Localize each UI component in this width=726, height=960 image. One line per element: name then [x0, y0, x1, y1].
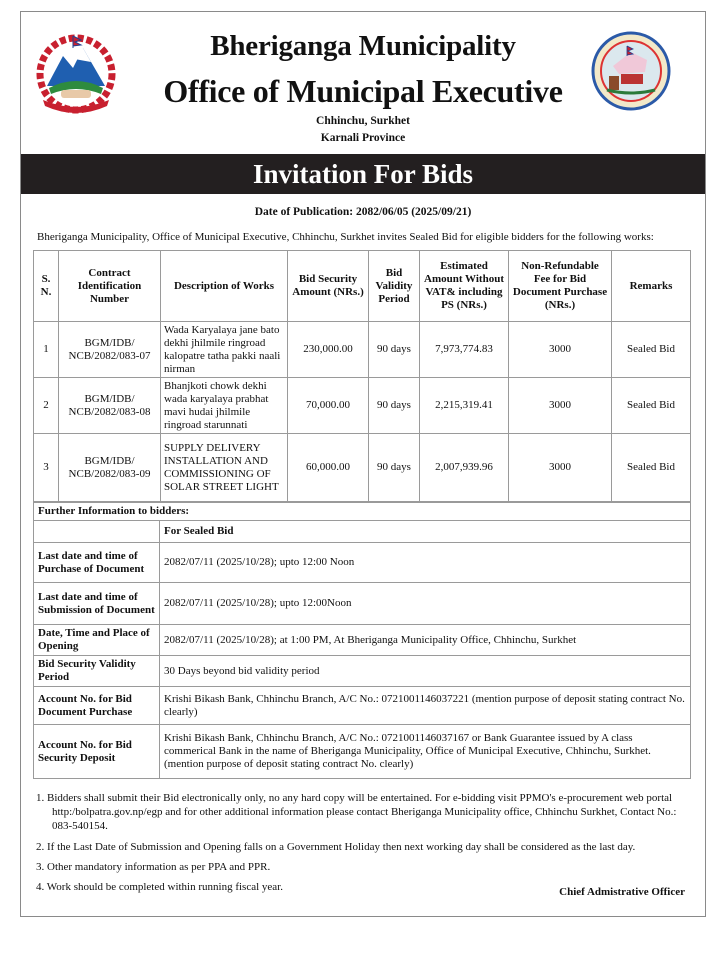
info-row-security-validity	[34, 656, 691, 687]
info-value: Krishi Bikash Bank, Chhinchu Branch, A/C No.: 0721001146037221 (mention purpose of deposit stating contract No. clearly)	[160, 687, 691, 725]
info-label: Last date and time of Submission of Document	[34, 583, 160, 625]
info-value: 30 Days beyond bid validity period	[160, 656, 691, 687]
bids-table-header-row	[34, 251, 691, 322]
address-line-1: Chhinchu, Surkhet	[316, 115, 410, 127]
info-label: Date, Time and Place of Opening	[34, 625, 160, 656]
header-description: Description of Works	[161, 251, 288, 322]
cell-description: SUPPLY DELIVERY INSTALLATION AND COMMISSIONING OF SOLAR STREET LIGHT	[161, 434, 288, 502]
header-contract-id: Contract Identification Number	[59, 251, 161, 322]
cell-sn: 2	[34, 378, 59, 434]
info-label: Account No. for Bid Security Deposit	[34, 725, 160, 779]
info-row-opening	[34, 625, 691, 656]
publication-date: Date of Publication: 2082/06/05 (2025/09/21)	[254, 206, 472, 218]
address-line-2: Karnali Province	[320, 132, 406, 144]
header-sn: S. N.	[34, 251, 59, 322]
info-value: 2082/07/11 (2025/10/28); upto 12:00 Noon	[160, 543, 691, 583]
info-value: 2082/07/11 (2025/10/28); at 1:00 PM, At Bheriganga Municipality Office, Chhinchu, Surkhet	[160, 625, 691, 656]
cell-fee: 3000	[509, 322, 612, 378]
info-label: Bid Security Validity Period	[34, 656, 160, 687]
cell-validity: 90 days	[369, 378, 420, 434]
notes-list	[36, 791, 687, 900]
cell-estimate: 7,973,774.83	[420, 322, 509, 378]
cell-validity: 90 days	[369, 322, 420, 378]
bid-notice-page	[20, 11, 706, 917]
cell-estimate: 2,007,939.96	[420, 434, 509, 502]
header-remarks: Remarks	[612, 251, 691, 322]
signatory-title: Chief Admistrative Officer	[559, 886, 685, 898]
table-row	[34, 434, 691, 502]
note-item: 1. Bidders shall submit their Bid electronically only, no any hard copy will be entertained. For e-bidding visit PPMO's e-procurement web portal http:/bolpatra.gov.np/egp and for other additional information please contact Bheriganga Municipality office, Chhinchu Surkhet, Contact No.: 083-540154.	[36, 792, 677, 832]
info-label: Account No. for Bid Document Purchase	[34, 687, 160, 725]
info-row-purchase-account	[34, 687, 691, 725]
info-value: Krishi Bikash Bank, Chhinchu Branch, A/C No.: 0721001146037167 or Bank Guarantee issued by A class commerical Bank in the name of Bheriganga Municipality, Office of Municipal Executive, Chhinchu, Surkhet. (mention purpose of deposit stating contract No. clearly)	[160, 725, 691, 779]
cell-description: Bhanjkoti chowk dekhi wada karyalaya prabhat mavi hudai jhilmile ringroad starunnati	[161, 378, 288, 434]
notice-header	[21, 12, 705, 154]
cell-sn: 3	[34, 434, 59, 502]
cell-sn: 1	[34, 322, 59, 378]
cell-fee: 3000	[509, 378, 612, 434]
further-info-table	[33, 502, 691, 779]
cell-bid-security: 230,000.00	[288, 322, 369, 378]
further-info-heading-row	[34, 503, 691, 521]
invitation-intro: Bheriganga Municipality, Office of Municipal Executive, Chhinchu, Surkhet invites Sealed Bid for eligible bidders for the following works:	[37, 231, 654, 243]
info-row-purchase-deadline	[34, 543, 691, 583]
info-value: 2082/07/11 (2025/10/28); upto 12:00Noon	[160, 583, 691, 625]
cell-remarks: Sealed Bid	[612, 434, 691, 502]
cell-contract-id: BGM/IDB/ NCB/2082/083-09	[59, 434, 161, 502]
info-label: Last date and time of Purchase of Document	[34, 543, 160, 583]
cell-contract-id: BGM/IDB/ NCB/2082/083-07	[59, 322, 161, 378]
municipality-name: Bheriganga Municipality	[210, 30, 516, 62]
header-fee: Non-Refundable Fee for Bid Document Purchase (NRs.)	[509, 251, 612, 322]
cell-remarks: Sealed Bid	[612, 322, 691, 378]
cell-remarks: Sealed Bid	[612, 378, 691, 434]
cell-estimate: 2,215,319.41	[420, 378, 509, 434]
note-item: 4. Work should be completed within running fiscal year.	[36, 881, 283, 893]
cell-bid-security: 60,000.00	[288, 434, 369, 502]
table-row	[34, 378, 691, 434]
cell-validity: 90 days	[369, 434, 420, 502]
further-info-heading: Further Information to bidders:	[34, 503, 691, 521]
table-row	[34, 322, 691, 378]
cell-bid-security: 70,000.00	[288, 378, 369, 434]
note-item: 2. If the Last Date of Submission and Opening falls on a Government Holiday then next working day shall be considered as the last day.	[36, 841, 636, 853]
header-bid-security: Bid Security Amount (NRs.)	[288, 251, 369, 322]
for-sealed-bid-header: For Sealed Bid	[160, 521, 691, 543]
cell-contract-id: BGM/IDB/ NCB/2082/083-08	[59, 378, 161, 434]
info-row-submission-deadline	[34, 583, 691, 625]
bids-table	[33, 250, 691, 502]
cell-description: Wada Karyalaya jane bato dekhi jhilmile ringroad kalopatre tatha pakki naali nirman	[161, 322, 288, 378]
invitation-banner: Invitation For Bids	[21, 154, 705, 194]
further-info-subheader-row	[34, 521, 691, 543]
empty-label-cell	[34, 521, 160, 543]
header-estimate: Estimated Amount Without VAT& including PS (NRs.)	[420, 251, 509, 322]
info-row-security-account	[34, 725, 691, 779]
cell-fee: 3000	[509, 434, 612, 502]
office-name: Office of Municipal Executive	[163, 73, 563, 109]
header-validity: Bid Validity Period	[369, 251, 420, 322]
note-item: 3. Other mandatory information as per PPA and PPR.	[36, 861, 271, 873]
